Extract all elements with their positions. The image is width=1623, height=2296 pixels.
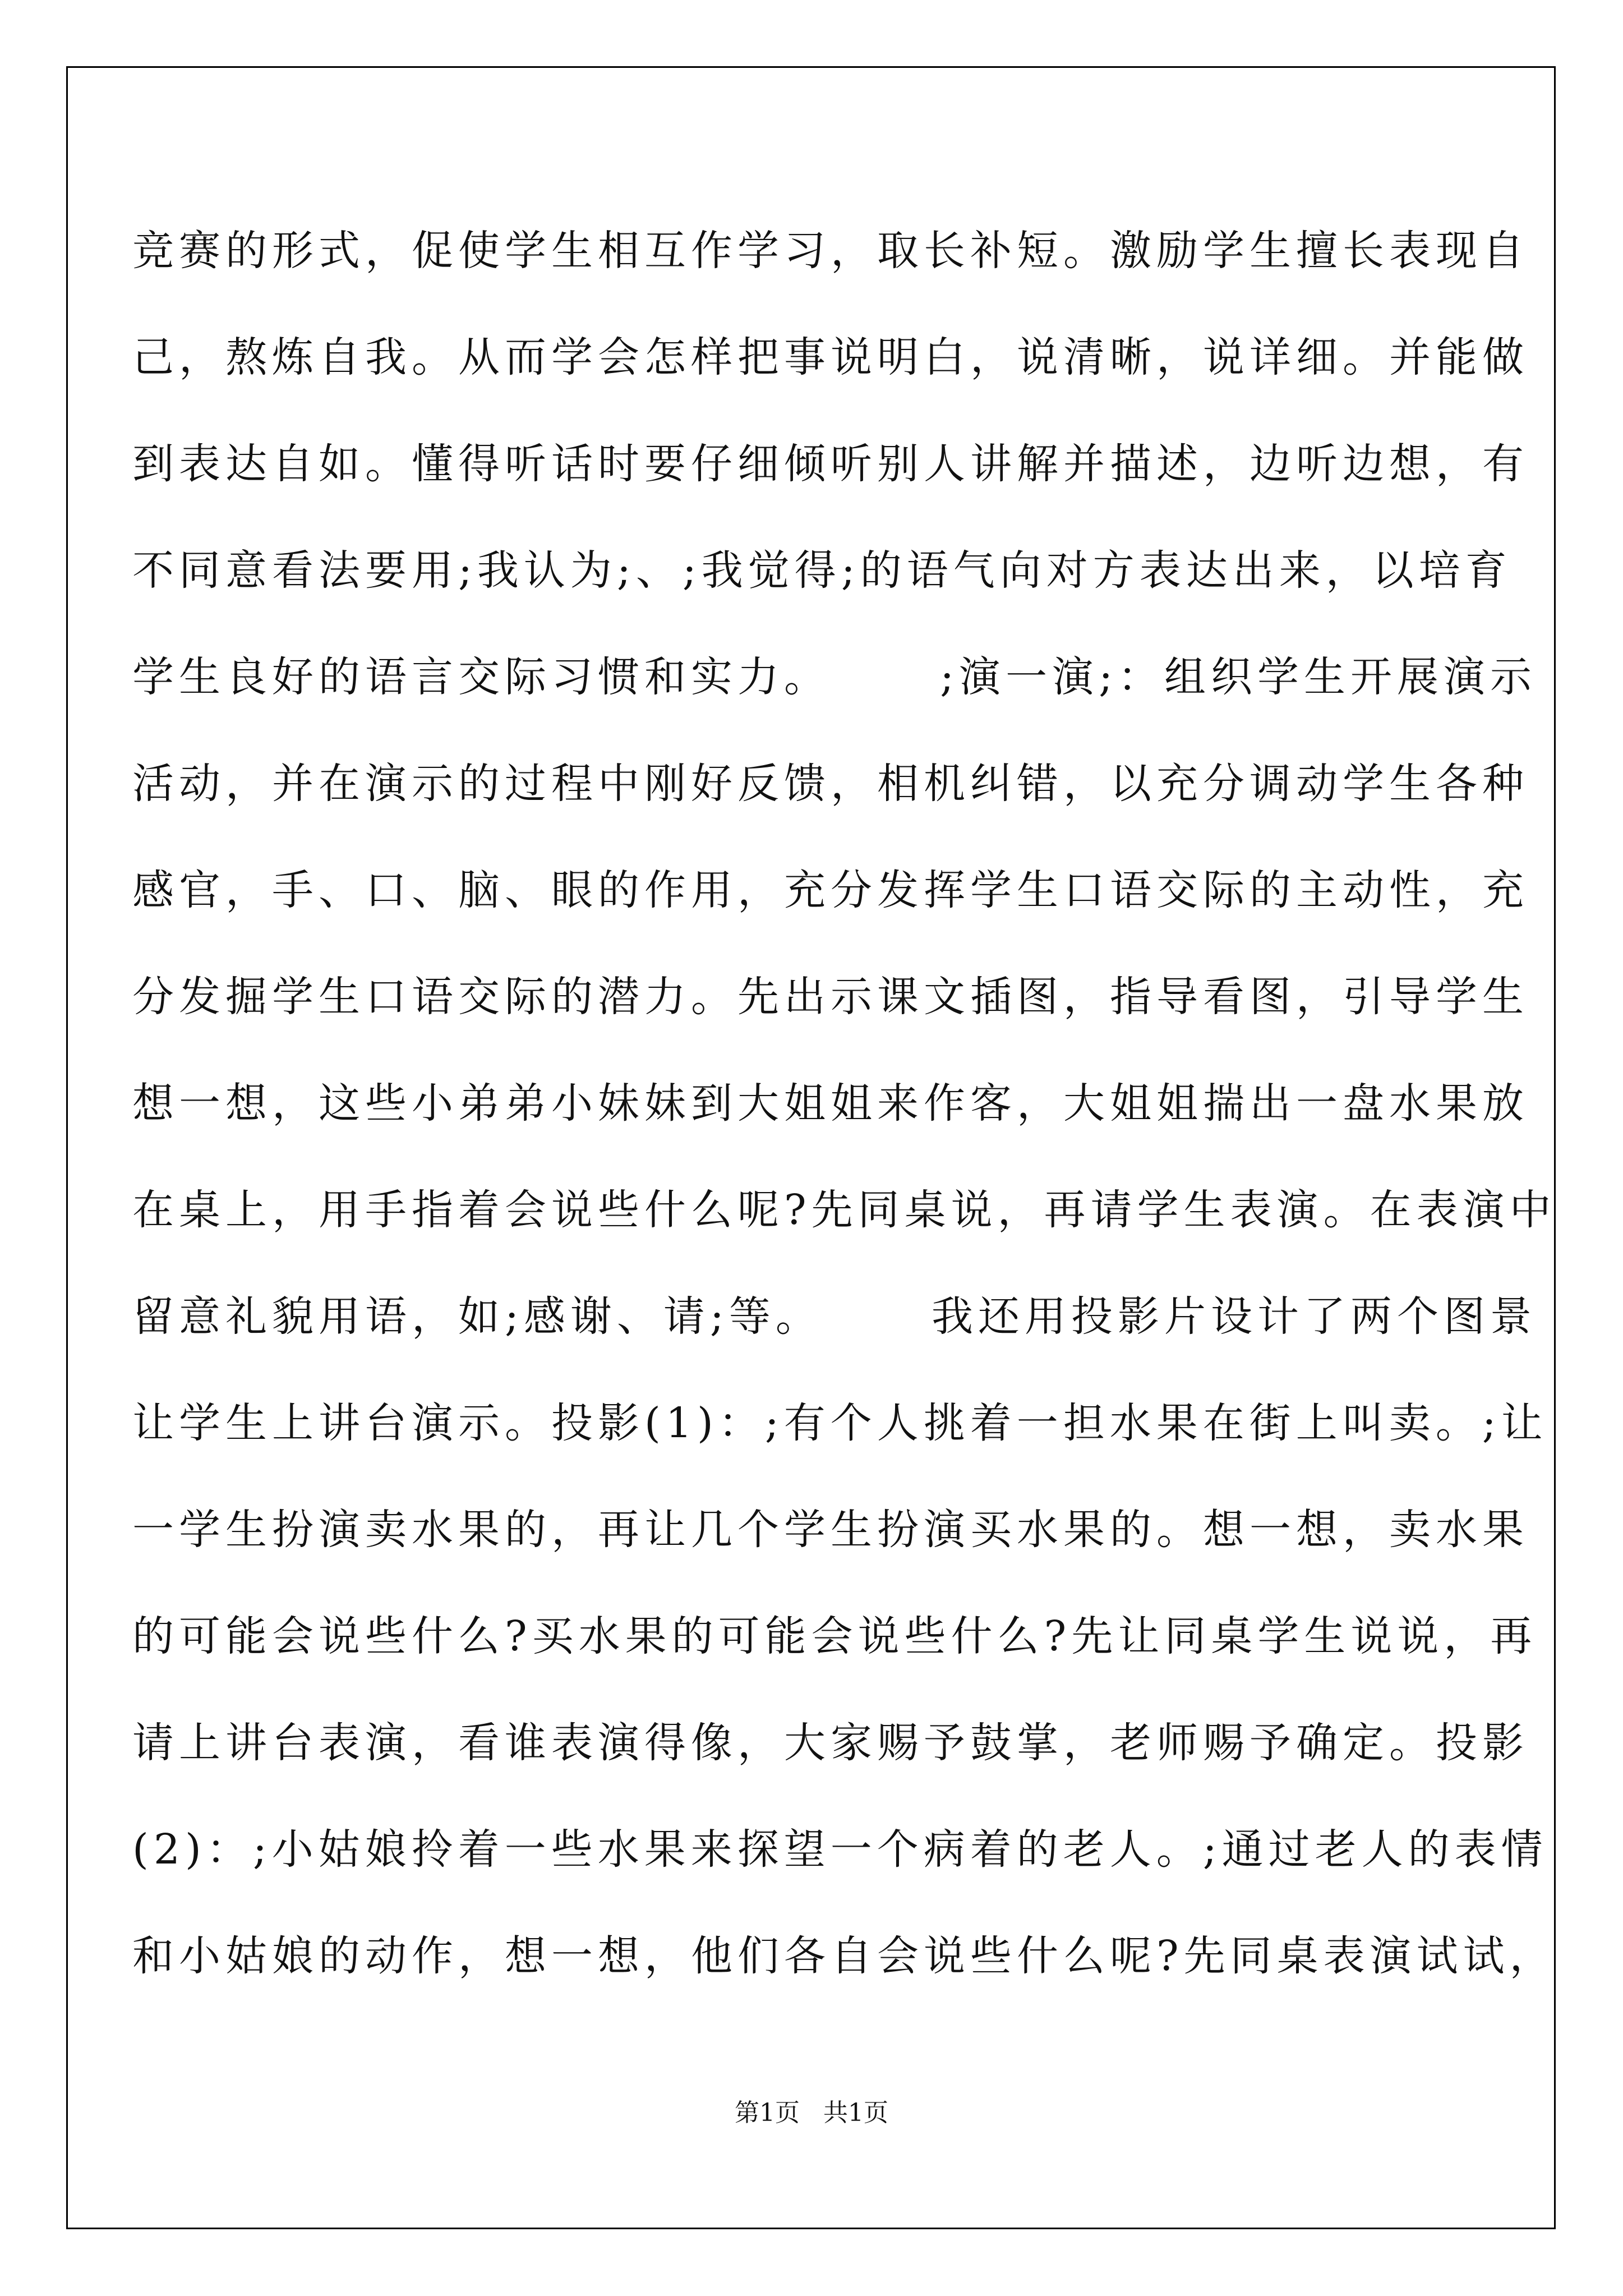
text-line: 想一想，这些小弟弟小妹妹到大姐姐来作客，大姐姐揣出一盘水果放 [132, 1079, 1529, 1128]
text-line: 到表达自如。懂得听话时要仔细倾听别人讲解并描述，边听边想，有 [132, 440, 1529, 488]
text-line: 的可能会说些什么?买水果的可能会说些什么?先让同桌学生说说，再 [132, 1612, 1537, 1660]
text-line: 让学生上讲台演示。投影(1)：;有个人挑着一担水果在街上叫卖。;让 [132, 1399, 1548, 1447]
text-line: 己，熬炼自我。从而学会怎样把事说明白，说清晰，说详细。并能做 [132, 333, 1529, 381]
body-text [132, 197, 1556, 2009]
text-line: 留意礼貌用语，如;感谢、请;等。 我还用投影片设计了两个图景 [132, 1292, 1537, 1341]
text-line: 感官，手、口、脑、眼的作用，充分发挥学生口语交际的主动性，充 [132, 866, 1529, 914]
text-line: 活动，并在演示的过程中刚好反馈，相机纠错，以充分调动学生各种 [132, 760, 1529, 808]
text-line: 分发掘学生口语交际的潜力。先出示课文插图，指导看图，引导学生 [132, 973, 1529, 1021]
page-footer: 第1页 共1页 [735, 2099, 888, 2127]
text-line: 竞赛的形式，促使学生相互作学习，取长补短。激励学生擅长表现自 [132, 227, 1529, 275]
text-line: 一学生扮演卖水果的，再让几个学生扮演买水果的。想一想，卖水果 [132, 1506, 1529, 1554]
text-line: 和小姑娘的动作，想一想，他们各自会说些什么呢?先同桌表演试试， [132, 1932, 1556, 1980]
text-line: 在桌上，用手指着会说些什么呢?先同桌说，再请学生表演。在表演中 [132, 1186, 1556, 1234]
text-line: (2)：;小姑娘拎着一些水果来探望一个病着的老人。;通过老人的表情 [132, 1825, 1548, 1874]
text-line: 学生良好的语言交际习惯和实力。 ;演一演;：组织学生开展演示 [132, 653, 1537, 701]
text-line: 请上讲台表演，看谁表演得像，大家赐予鼓掌，老师赐予确定。投影 [132, 1719, 1529, 1767]
text-line: 不同意看法要用;我认为;、;我觉得;的语气向对方表达出来，以培育 [132, 546, 1512, 595]
